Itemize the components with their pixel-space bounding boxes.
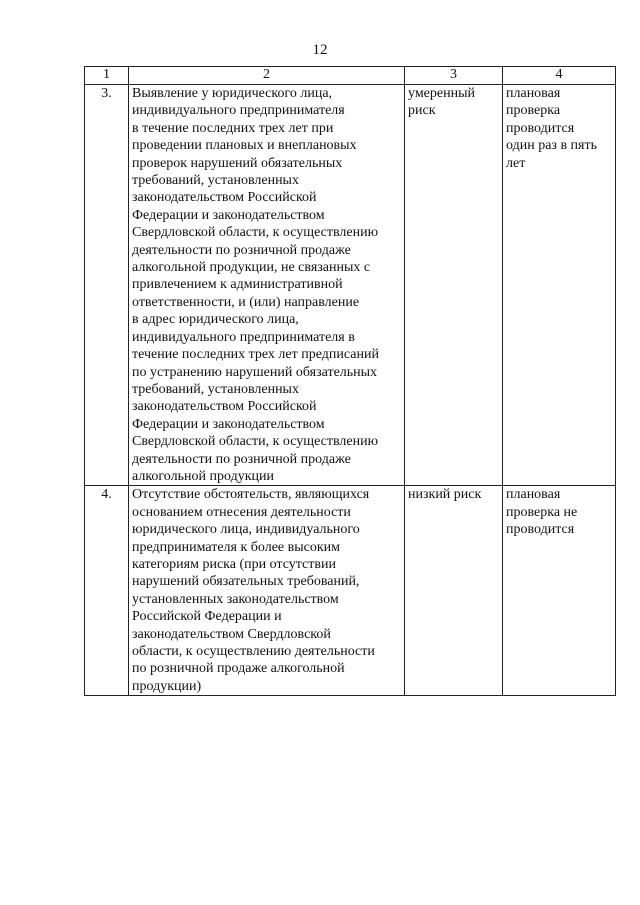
column-header-1: 1 [85,67,129,85]
risk-category: умеренный риск [405,85,503,486]
risk-category: низкий риск [405,486,503,696]
risk-category-table [84,66,616,696]
criterion-description: Выявление у юридического лица, индивидуального предпринимателя в течение последних трех лет при проведении плановых и внеплановых проверок нарушений обязательных требований, установленных законодательством Российской Федерации и законодательством Свердловской области, к осуществлению деятельности по розничной продаже алкогольной продукции, не связанных с привлечением к административной ответственности, и (или) направление в адрес юридического лица, индивидуального предпринимателя в течение последних трех лет предписаний по устранению нарушений обязательных требований, установленных законодательством Российской Федерации и законодательством Свердловской области, к осуществлению деятельности по розничной продаже алкогольной продукции [129,85,405,486]
inspection-frequency: плановая проверка не проводится [503,486,616,696]
row-number: 4. [85,486,129,696]
table-header-row [85,67,616,85]
table-row [85,85,616,486]
column-header-2: 2 [129,67,405,85]
criterion-description: Отсутствие обстоятельств, являющихся основанием отнесения деятельности юридического лица, индивидуального предпринимателя к более высоким категориям риска (при отсутствии нарушений обязательных требований, установленных законодательством Российской Федерации и законодательством Свердловской области, к осуществлению деятельности по розничной продаже алкогольной продукции) [129,486,405,696]
column-header-4: 4 [503,67,616,85]
table-row [85,486,616,696]
row-number: 3. [85,85,129,486]
column-header-3: 3 [405,67,503,85]
inspection-frequency: плановая проверка проводится один раз в пять лет [503,85,616,486]
page-number: 12 [312,42,328,58]
